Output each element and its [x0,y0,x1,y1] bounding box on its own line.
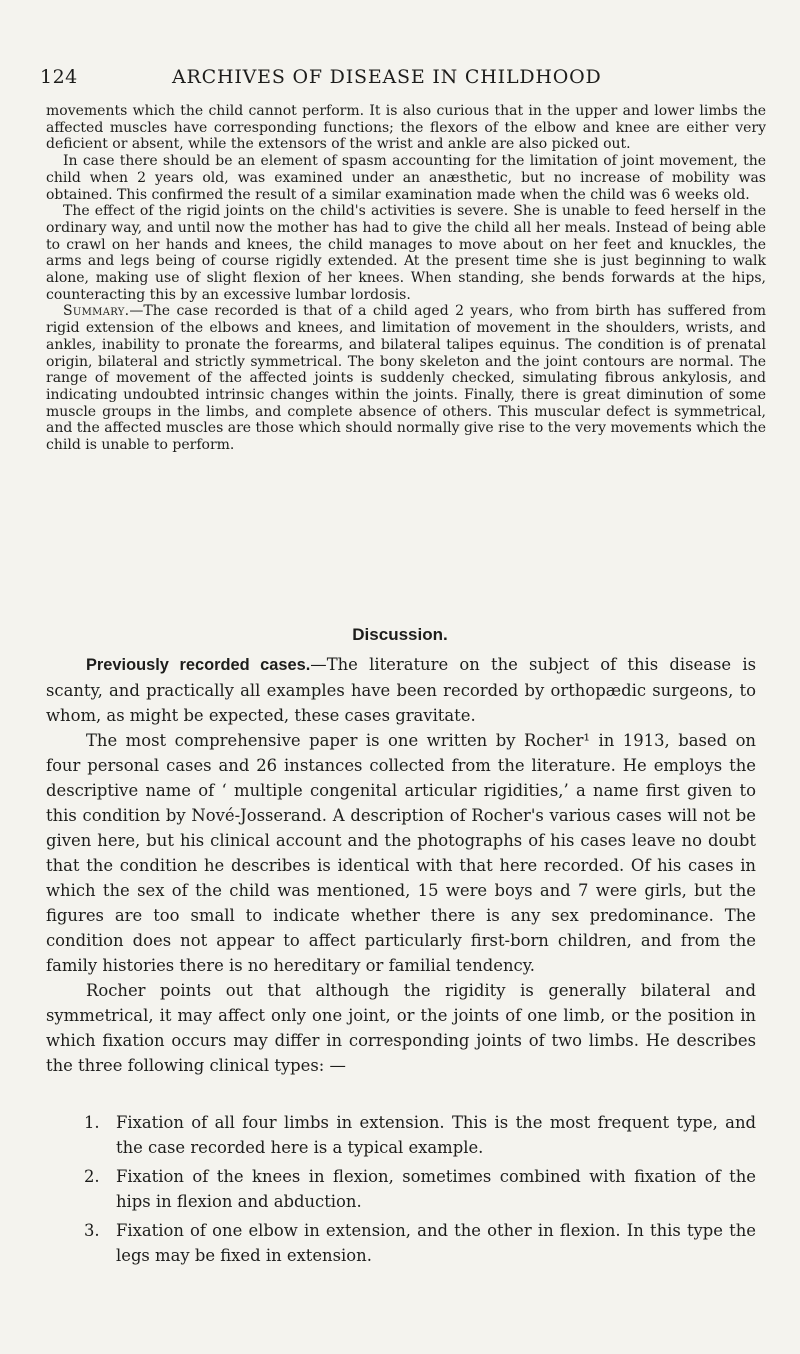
running-head: ARCHIVES OF DISEASE IN CHILDHOOD [172,66,602,88]
clinical-type-item [84,1218,756,1268]
case-report-text [46,103,766,454]
list-item-text: Fixation of all four limbs in extension. This is the most frequent type, and the case recorded here is a typical example. [116,1113,756,1157]
list-item-text: Fixation of one elbow in extension, and the other in flexion. In this type the legs may be fixed in extension. [116,1221,756,1265]
summary-text: —The case recorded is that of a child aged 2 years, who from birth has suffered from rigid extension of the elbows and knees, and limitation of movement in the shoulders, wrists, and ankles, inability to pronate the forearms, and bilateral talipes equinus. The condition is of prenatal origin, bilateral and strictly symmetrical. The bony skeleton and the joint contours are normal. The range of movement of the affected joints is suddenly checked, simulating fibrous ankylosis, and indicating undoubted intrinsic changes within the joints. Finally, there is great diminution of some muscle groups in the limbs, and complete absence of others. This muscular defect is symmetrical, and the affected muscles are those which should normally give rise to the very movements which the child is unable to perform. [46,303,766,454]
discussion-heading: Discussion. [352,625,448,644]
page-header [40,66,760,90]
discussion-paragraph-clinical-types-intro: Rocher points out that although the rigidity is generally bilateral and symmetrical, it may affect only one joint, or the joints of one limb, or the position in which fixation occurs may differ in corresponding joints of two limbs. He describes the three following clinical types: — [46,981,756,1075]
discussion-paragraph-text: —The literature on the subject of this disease is scanty, and practically all examples have been recorded by orthopædic surgeons, to whom, as might be expected, these cases gravitate. [46,655,756,725]
case-paragraph-activities: The effect of the rigid joints on the child's activities is severe. She is unable to feed herself in the ordinary way, and until now the mother has had to give the child all her meals. Instead of being able to crawl on her hands and knees, the child manages to move about on her feet and knuckles, the arms and legs being of course rigidly extended. At the present time she is just beginning to walk alone, making use of slight flexion of her knees. When standing, she bends forwards at the hips, counteracting this by an excessive lumbar lordosis. [46,203,766,303]
clinical-type-item [84,1110,756,1160]
list-item-number: 3. [84,1221,100,1240]
case-paragraph-spasm-examination: In case there should be an element of spasm accounting for the limitation of joint movement, the child when 2 years old, was examined under an anæsthetic, but no increase of mobility was obtained. This confirmed the result of a similar examination made when the child was 6 weeks old. [46,153,766,203]
discussion-paragraph-previous-cases [46,652,756,728]
clinical-type-item [84,1164,756,1214]
list-item-number: 1. [84,1113,100,1132]
list-item-text: Fixation of the knees in flexion, sometimes combined with fixation of the hips in flexion and abduction. [116,1167,756,1211]
discussion-text [46,652,756,1078]
list-item-number: 2. [84,1167,100,1186]
page-number: 124 [40,66,78,88]
discussion-lead-in: Previously recorded cases. [86,656,311,674]
discussion-paragraph-rocher-paper: The most comprehensive paper is one written by Rocher¹ in 1913, based on four personal cases and 26 instances collected from the literature. He employs the descriptive name of ‘ multiple congenital articular rigidities,’ a name first given to this condition by Nové-Josserand. A description of Rocher's various cases will not be given here, but his clinical account and the photographs of his cases leave no doubt that the condition he describes is identical with that here recorded. Of his cases in which the sex of the child was mentioned, 15 were boys and 7 were girls, but the figures are too small to indicate whether there is any sex predominance. The condition does not appear to affect particularly first-born children, and from the family histories there is no hereditary or familial tendency. [46,731,756,975]
case-paragraph-continuation: movements which the child cannot perform. It is also curious that in the upper and lower limbs the affected muscles have corresponding functions; the flexors of the elbow and knee are either very deficient or absent, while the extensors of the wrist and ankle are also picked out. [46,103,766,153]
summary-paragraph [46,303,766,453]
clinical-types-list [84,1110,756,1272]
summary-label: Summary. [63,303,130,320]
